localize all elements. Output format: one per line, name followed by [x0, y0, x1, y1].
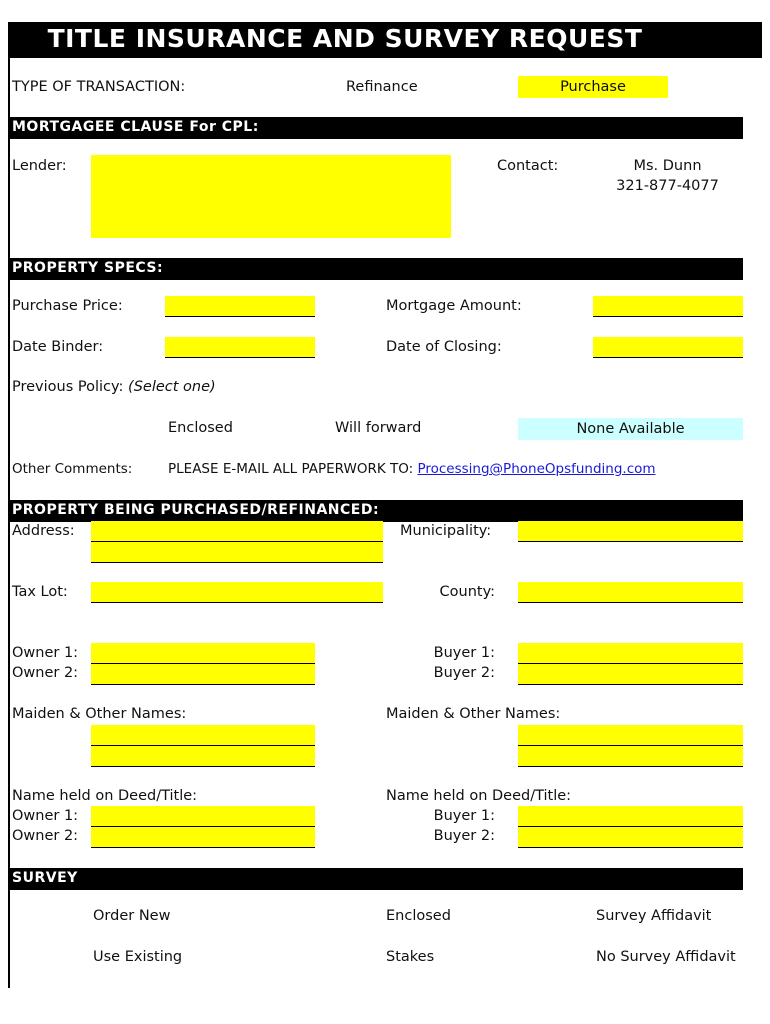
previous-policy-label: [12, 378, 216, 396]
address-label: Address:: [12, 523, 75, 539]
county-label: County:: [439, 584, 495, 600]
municipality-label: Municipality:: [400, 523, 492, 539]
deed-owner2-label: Owner 2:: [12, 828, 79, 844]
contact-name: Ms. Dunn: [633, 158, 702, 174]
transaction-option-refinance[interactable]: Refinance: [346, 79, 418, 95]
maiden-names-buyer-field-1[interactable]: [518, 725, 743, 746]
other-comments-label: Other Comments:: [12, 461, 133, 477]
purchase-price-field[interactable]: [165, 296, 315, 317]
buyer1-field[interactable]: [518, 643, 743, 664]
deed-buyer1-label: Buyer 1:: [433, 808, 495, 824]
transaction-option-purchase[interactable]: Purchase: [518, 76, 668, 98]
lender-label: Lender:: [12, 158, 67, 174]
owner2-field[interactable]: [91, 664, 315, 685]
survey-option-survey-affidavit[interactable]: Survey Affidavit: [596, 908, 712, 924]
form-title: TITLE INSURANCE AND SURVEY REQUEST: [47, 24, 643, 53]
date-closing-field[interactable]: [593, 337, 743, 358]
deed-buyer1-field[interactable]: [518, 806, 743, 827]
section-header-survey: [10, 868, 743, 890]
deed-buyer2-label: Buyer 2:: [433, 828, 495, 844]
contact-label: Contact:: [497, 158, 559, 174]
owner1-label: Owner 1:: [12, 645, 79, 661]
deed-owner1-label: Owner 1:: [12, 808, 79, 824]
section-header-mortgagee: [10, 117, 743, 139]
address-line2-field[interactable]: [91, 542, 383, 563]
previous-policy-option-enclosed[interactable]: Enclosed: [168, 420, 233, 436]
maiden-names-buyer-label: Maiden & Other Names:: [386, 706, 561, 722]
section-title: MORTGAGEE CLAUSE For CPL:: [12, 119, 259, 135]
comments-instruction: PLEASE E-MAIL ALL PAPERWORK TO:: [168, 461, 414, 477]
buyer2-field[interactable]: [518, 664, 743, 685]
survey-option-use-existing[interactable]: Use Existing: [93, 949, 183, 965]
section-title: SURVEY: [12, 870, 78, 886]
maiden-names-owner-field-1[interactable]: [91, 725, 315, 746]
previous-policy-option-will-forward[interactable]: Will forward: [335, 420, 422, 436]
deed-owner-label: Name held on Deed/Title:: [12, 788, 198, 804]
date-binder-field[interactable]: [165, 337, 315, 358]
mortgage-amount-label: Mortgage Amount:: [386, 298, 522, 314]
county-field[interactable]: [518, 582, 743, 603]
address-line1-field[interactable]: [91, 521, 383, 542]
mortgage-amount-field[interactable]: [593, 296, 743, 317]
municipality-field[interactable]: [518, 521, 743, 542]
date-binder-label: Date Binder:: [12, 339, 104, 355]
deed-buyer2-field[interactable]: [518, 827, 743, 848]
survey-option-stakes[interactable]: Stakes: [386, 949, 435, 965]
other-comments-text: [168, 460, 656, 478]
purchase-price-label: Purchase Price:: [12, 298, 123, 314]
survey-option-enclosed[interactable]: Enclosed: [386, 908, 451, 924]
owner1-field[interactable]: [91, 643, 315, 664]
transaction-type-label: TYPE OF TRANSACTION:: [12, 79, 186, 95]
form-title-bar: [10, 22, 762, 58]
survey-option-no-survey-affidavit[interactable]: No Survey Affidavit: [596, 949, 736, 965]
buyer1-label: Buyer 1:: [433, 645, 495, 661]
section-title: PROPERTY BEING PURCHASED/REFINANCED:: [12, 502, 380, 518]
contact-phone: 321-877-4077: [616, 178, 719, 194]
previous-policy-hint: (Select one): [128, 379, 216, 395]
tax-lot-label: Tax Lot:: [12, 584, 68, 600]
previous-policy-option-none-available[interactable]: None Available: [518, 418, 743, 440]
survey-option-order-new[interactable]: Order New: [93, 908, 171, 924]
lender-field[interactable]: [91, 155, 451, 238]
deed-owner1-field[interactable]: [91, 806, 315, 827]
buyer2-label: Buyer 2:: [433, 665, 495, 681]
tax-lot-field[interactable]: [91, 582, 383, 603]
owner2-label: Owner 2:: [12, 665, 79, 681]
previous-policy-label-text: Previous Policy:: [12, 379, 124, 395]
section-header-property-specs: [10, 258, 743, 280]
deed-buyer-label: Name held on Deed/Title:: [386, 788, 572, 804]
section-title: PROPERTY SPECS:: [12, 260, 164, 276]
deed-owner2-field[interactable]: [91, 827, 315, 848]
maiden-names-buyer-field-2[interactable]: [518, 746, 743, 767]
section-header-property: [10, 500, 743, 522]
date-closing-label: Date of Closing:: [386, 339, 502, 355]
processing-email-link[interactable]: Processing@PhoneOpsfunding.com: [417, 461, 656, 477]
maiden-names-owner-label: Maiden & Other Names:: [12, 706, 187, 722]
maiden-names-owner-field-2[interactable]: [91, 746, 315, 767]
